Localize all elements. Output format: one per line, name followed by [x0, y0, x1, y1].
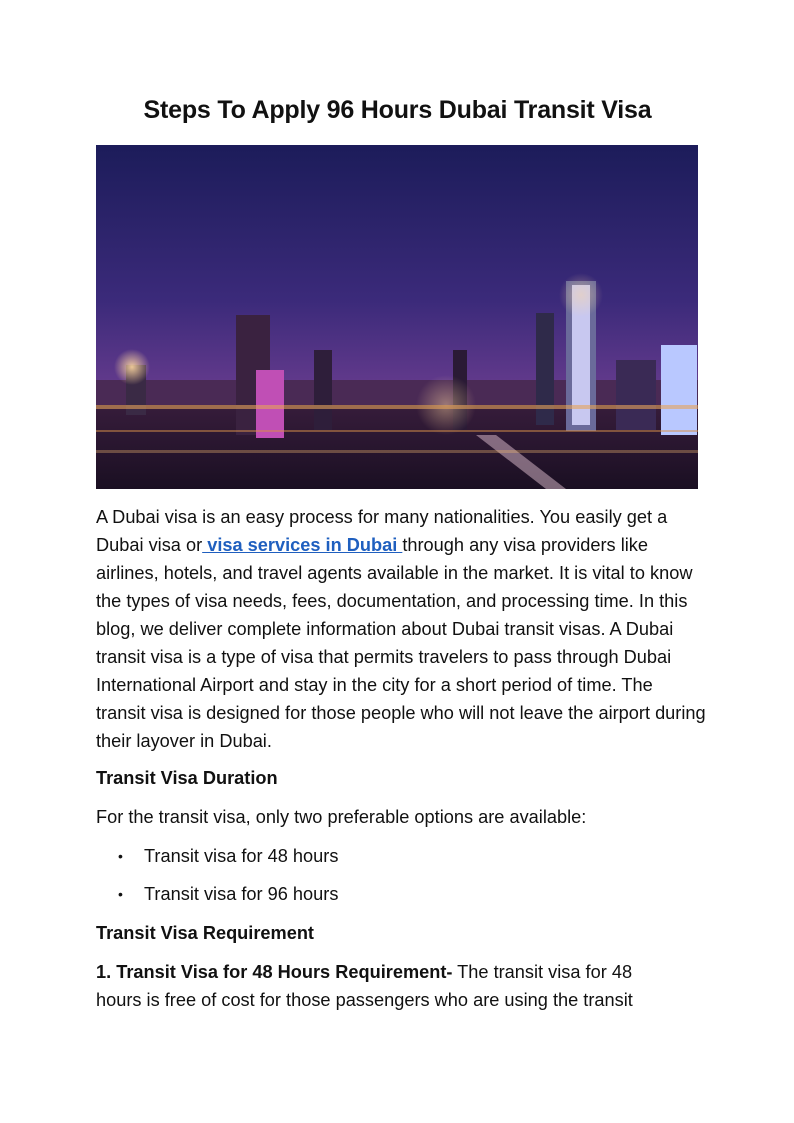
intro-text-start: A Dubai visa is an easy process for many nationalities. You easily get a Dubai visa or: [96, 507, 668, 555]
dubai-night-skyline-photo-icon: [96, 145, 698, 489]
list-item-text: Transit visa for 48 hours: [144, 846, 339, 866]
hero-image: [96, 145, 698, 489]
list-item: [96, 880, 696, 908]
section-heading-duration: Transit Visa Duration: [96, 768, 278, 788]
page-title: Steps To Apply 96 Hours Dubai Transit Visa: [143, 96, 652, 124]
section-heading-requirement: Transit Visa Requirement: [96, 923, 314, 943]
intro-text-end: through any visa providers like airlines, hotels, and travel agents available in the market. It is vital to know the types of visa needs, fees, documentation, and processing time. In this blog, we deliver complete information about Dubai transit visas. A Dubai transit visa is a type of visa that permits travelers to pass through Dubai International Airport and stay in the city for a short period of time. The transit visa is designed for those people who will not leave the airport during their layover in Dubai.: [96, 535, 706, 751]
intro-paragraph: [96, 503, 706, 755]
requirement-item-1-text: The transit visa for 48: [452, 962, 633, 982]
list-item-text: Transit visa for 96 hours: [144, 884, 339, 904]
requirement-item-1: [96, 958, 706, 986]
bullet-icon: •: [118, 848, 123, 864]
duration-lead-text: For the transit visa, only two preferable options are available:: [96, 807, 587, 827]
requirement-item-1-label: 1. Transit Visa for 48 Hours Requirement-: [96, 962, 453, 982]
bullet-icon: •: [118, 886, 123, 902]
list-item: [96, 842, 696, 870]
requirement-item-1-continued: hours is free of cost for those passengers who are using the transit: [96, 990, 633, 1010]
visa-services-link[interactable]: visa services in Dubai: [202, 535, 403, 555]
